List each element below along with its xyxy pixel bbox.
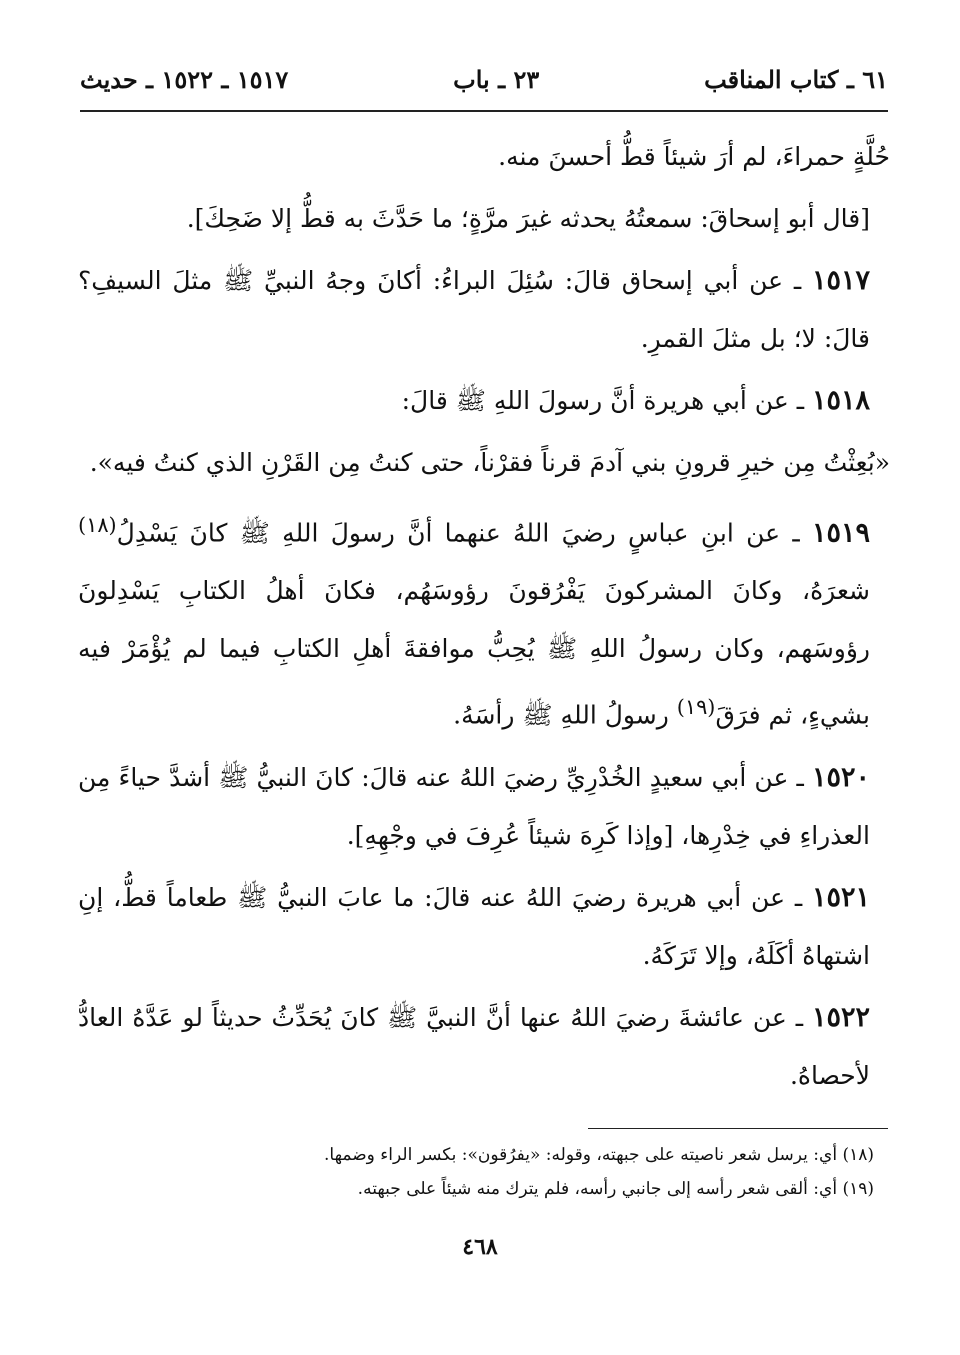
footnote-divider — [588, 1128, 888, 1129]
hadith-1519 — [78, 496, 890, 745]
hadith-1521 — [78, 869, 890, 985]
hadith-1518 — [78, 372, 890, 430]
hadith-number: ١٥١٨ — [811, 385, 870, 416]
hadith-text: ـ عن أبي هريرة رضيَ اللهُ عنه قالَ: ما عابَ النبيُّ ﷺ طعاماً قطُّ، إنِ اشتهاهُ أكَلَهُ، وإلا تَرَكَهُ. — [78, 882, 870, 970]
header-divider — [80, 110, 888, 112]
hadith-number: ١٥١٩ — [811, 517, 870, 549]
footnotes — [188, 1138, 888, 1206]
hadith-text: ـ عن أبي سعيدٍ الخُدْرِيِّ رضيَ اللهُ عنه قالَ: كانَ النبيُّ ﷺ أشدَّ حياءً مِن العذراءِ في خِدْرِها، [وإذا كَرِهَ شيئاً عُرِفَ في وجْهِهِ]. — [78, 762, 870, 850]
header-chapter: ٢٣ ـ باب — [453, 64, 540, 94]
header-hadith-range: ١٥١٧ ـ ١٥٢٢ ـ حديث — [80, 64, 289, 94]
page-number: ٤٦٨ — [462, 1234, 498, 1260]
main-text — [78, 128, 890, 1109]
paragraph-note: [قال أبو إسحاقَ: سمعتُهُ يحدثه غيرَ مرَّةٍ؛ ما حَدَّثَ به قطُّ إلا ضَحِكَ]. — [186, 204, 870, 233]
hadith-number: ١٥٢١ — [811, 881, 870, 913]
hadith-1518-quote: «بُعِثْتُ مِن خيرِ قرونِ بني آدمَ قرناً فقرْناً، حتى كنتُ مِن القَرْنِ الذي كنتُ فيه». — [89, 448, 890, 477]
hadith-number: ١٥٢٢ — [811, 1001, 870, 1033]
footnote-19: (١٩) أي: ألقى شعر رأسه إلى جانبي رأسه، فلم يترك منه شيئاً على جبهته. — [357, 1179, 874, 1199]
hadith-1520 — [78, 749, 890, 865]
hadith-text: ـ عن أبي إسحاق قالَ: سُئِلَ البراءُ: أكانَ وجهُ النبيِّ ﷺ مثلَ السيفِ؟ قالَ: لا؛ بل مثلَ القمرِ. — [78, 266, 870, 353]
running-header — [80, 58, 888, 100]
hadith-text: ـ عن أبي هريرة أنَّ رسولَ اللهِ ﷺ قالَ: — [401, 386, 812, 415]
hadith-number: ١٥٢٠ — [811, 761, 870, 793]
hadith-text: رسولُ اللهِ ﷺ رأسَهُ. — [453, 700, 677, 730]
footnote-ref-18: (١٨) — [78, 513, 117, 537]
paragraph-continuation: حُلَّةٍ حمراءَ، لم أرَ شيئاً قطُّ أحسنَ منه. — [498, 142, 890, 171]
hadith-1517 — [78, 252, 890, 368]
hadith-1522 — [78, 989, 890, 1105]
footnote-18: (١٨) أي: يرسل شعر ناصيته على جبهته، وقوله: «يفرُقون»: بكسر الراء وضمها. — [324, 1145, 874, 1165]
header-book-title: ٦١ ـ كتاب المناقب — [704, 64, 888, 94]
hadith-number: ١٥١٧ — [811, 265, 870, 296]
hadith-text: ـ عن ابنِ عباسٍ رضيَ اللهُ عنهما أنَّ رسولَ اللهِ ﷺ كانَ يَسْدِلُ — [116, 518, 812, 548]
hadith-text: ـ عن عائشةَ رضيَ اللهُ عنها أنَّ النبيَّ ﷺ كانَ يُحَدِّثُ حديثاً لو عَدَّهُ العادُّ لأحصاهُ. — [78, 1002, 870, 1090]
hadith-text: شعرَهُ، وكانَ المشركونَ يَفْرُقونَ رؤوسَهُم، فكانَ أهلُ الكتابِ يَسْدِلونَ رؤوسَهم، وكان رسولُ اللهِ ﷺ يُحِبُّ موافقةَ أهلِ الكتابِ فيما لم يُؤْمَرْ فيه بشيءٍ، ثم فرَقَ — [78, 576, 870, 730]
footnote-ref-19: (١٩) — [676, 695, 716, 720]
